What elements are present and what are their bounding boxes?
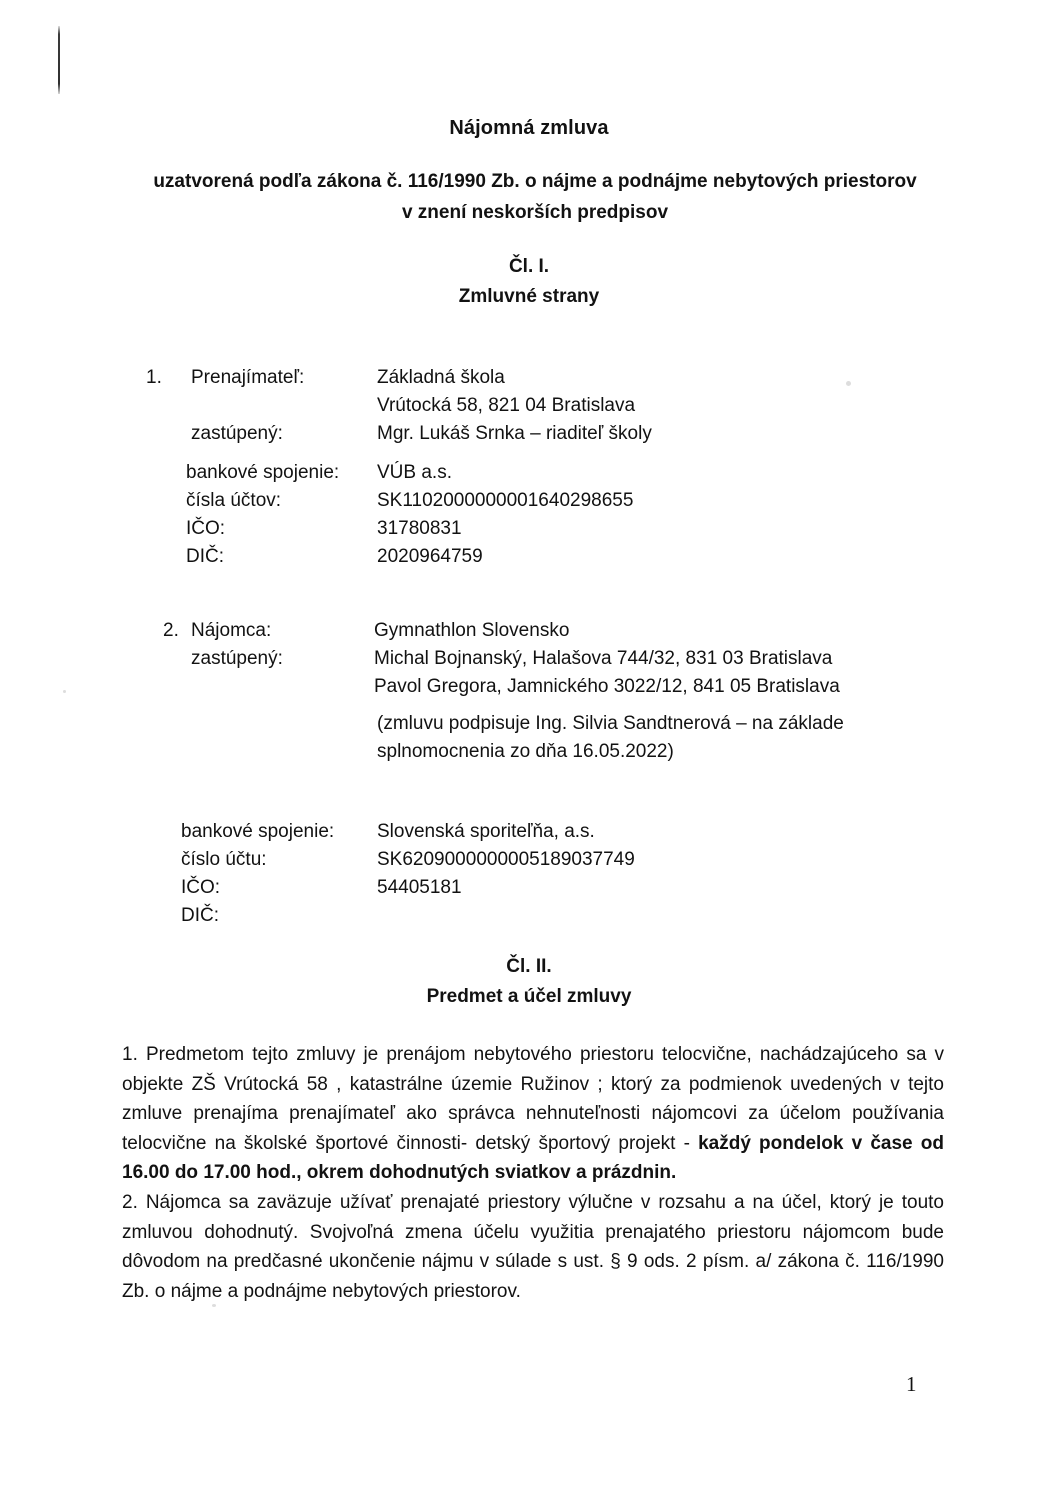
party-2-represented-line-2: Pavol Gregora, Jamnického 3022/12, 841 05 Bratislava	[374, 676, 840, 697]
party-1-bank-values	[377, 459, 633, 571]
party-2-bank-label: bankové spojenie:	[181, 821, 335, 842]
party-2-represented-label: zastúpený:	[191, 648, 283, 669]
party-2-represented-row	[163, 645, 840, 673]
paragraph-1-bold-text: každý pondelok v čase od 16.00 do 17.00 hod., okrem dohodnutých sviatkov a prázdnin.	[122, 1132, 944, 1183]
article-2-paragraph-1	[122, 1040, 944, 1188]
party-1-account-value: SK1102000000001640298655	[377, 490, 634, 511]
article-2-number: Čl. II.	[506, 956, 552, 977]
scan-artifact-streak	[58, 26, 60, 94]
party-1-dic-label: DIČ:	[186, 546, 224, 567]
party-1-block	[146, 364, 652, 448]
party-2-role-row	[163, 617, 840, 645]
party-1-represented-row	[146, 420, 652, 448]
paragraph-1-plain-text: 1. Predmetom tejto zmluvy je prenájom nebytového priestoru telocvične, nachádzajúceho sa v objekte ZŠ Vrútocká 58 , katastrálne územie Ružinov ; ktorý za podmienok uvedených v tejto zmluve prenajíma prenajímateľ ako správca nehnuteľnosti nájomcovi za účelom používania telocvične na školské športové činnosti- detský športový projekt -	[122, 1044, 944, 1154]
party-2-dic-label: DIČ:	[181, 905, 219, 926]
party-2-bank-value: Slovenská sporiteľňa, a.s.	[377, 821, 595, 842]
party-1-bank-block	[186, 459, 633, 571]
article-2-paragraph-2: 2. Nájomca sa zaväzuje užívať prenajaté priestory výlučne v rozsahu a na účel, ktorý je touto zmluvou dohodnutý. Svojvoľná zmena účelu využitia prenajatého priestoru nájomcom bude dôvodom na predčasné ukončenie nájmu v súlade s ust. § 9 ods. 2 písm. a/ zákona č. 116/1990 Zb. o nájme a podnájme nebytových priestorov.	[122, 1192, 944, 1302]
party-2-represented-line-1: Michal Bojnanský, Halašova 744/32, 831 03 Bratislava	[374, 648, 833, 669]
party-2-bank-labels	[181, 818, 377, 930]
party-2-bank-values	[377, 818, 635, 930]
party-2-account-label: číslo účtu:	[181, 849, 267, 870]
party-1-dic-value: 2020964759	[377, 546, 483, 567]
statute-reference	[140, 166, 930, 228]
signing-note-line-2: splnomocnenia zo dňa 16.05.2022)	[377, 741, 674, 762]
party-2-represented-row-2	[163, 673, 840, 701]
party-1-name: Základná škola	[377, 367, 505, 388]
party-1-role-label: Prenajímateľ:	[191, 367, 305, 388]
party-2-bank-block	[181, 818, 635, 930]
party-1-represented-label: zastúpený:	[191, 423, 283, 444]
article-1-subtitle: Zmluvné strany	[458, 286, 600, 307]
party-1-address-row	[146, 392, 652, 420]
party-1-index: 1.	[146, 367, 162, 388]
party-2-account-value: SK6209000000005189037749	[377, 849, 635, 870]
party-1-address: Vrútocká 58, 821 04 Bratislava	[377, 395, 636, 416]
article-1-heading	[0, 252, 1058, 312]
article-2-heading	[0, 952, 1058, 1012]
party-1-ico-value: 31780831	[377, 518, 462, 539]
article-1-number: Čl. I.	[508, 256, 550, 277]
scan-speck	[846, 381, 851, 386]
statute-line-1: uzatvorená podľa zákona č. 116/1990 Zb. o nájme a podnájme nebytových priestorov	[153, 171, 917, 192]
party-1-represented-value: Mgr. Lukáš Srnka – riaditeľ školy	[377, 423, 652, 444]
party-1-role-row	[146, 364, 652, 392]
party-1-ico-label: IČO:	[186, 518, 226, 539]
statute-line-2: v znení neskorších predpisov	[401, 202, 669, 223]
party-2-block	[163, 617, 840, 701]
party-2-ico-label: IČO:	[181, 877, 221, 898]
party-2-index: 2.	[163, 620, 179, 641]
scan-speck	[63, 690, 66, 693]
party-2-name: Gymnathlon Slovensko	[374, 620, 570, 641]
party-2-signing-note	[377, 710, 844, 766]
document-title: Nájomná zmluva	[449, 117, 609, 139]
party-1-bank-label: bankové spojenie:	[186, 462, 340, 483]
party-1-account-label: čísla účtov:	[186, 490, 282, 511]
page-number: 1	[906, 1372, 917, 1396]
party-2-ico-value: 54405181	[377, 877, 462, 898]
party-1-bank-value: VÚB a.s.	[377, 462, 452, 483]
signing-note-line-1: (zmluvu podpisuje Ing. Silvia Sandtnerová – na základe	[377, 713, 844, 734]
article-2-subtitle: Predmet a účel zmluvy	[426, 986, 632, 1007]
party-1-bank-labels	[186, 459, 377, 571]
party-2-role-label: Nájomca:	[191, 620, 272, 641]
